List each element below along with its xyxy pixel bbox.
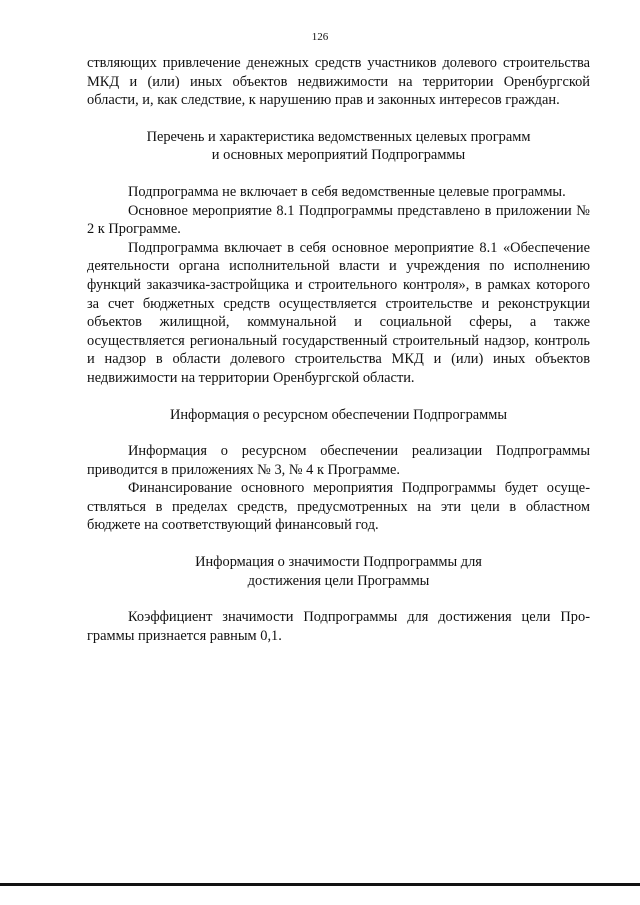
paragraph-main-activity-description: Подпрограмма включает в себя основное мероприятие 8.1 «Обеспечение деятельности органа исполнительной власти и учреждения по исполнению функций заказчика-застройщика и строительного контроля», в рамках которого за счет бюджетных средств осуществляется строительстве и реконструкции объектов жилищной, коммунальной и социальной сферы, а также осуществляется региональный государственный строительный надзор, контроль и надзор в области долевого строительства МКД и (или) иных объектов недвижимости на территории Оренбургской области. [87,239,590,386]
section-heading-programs-line-2: и основных мероприятий Подпрограммы [211,147,466,164]
paragraph-significance-coefficient: Коэффициент значимости Подпрограммы для достижения цели Программы признается равным 0,1. [87,609,590,644]
intro-paragraph: ствляющих привлечение денежных средств участников долевого строительства МКД и (или) иных объектов недвижимости на территории Оренбургской области, и, как следствие, к нарушению прав и законных интересов граждан. [87,55,590,109]
bottom-rule [0,883,640,886]
section-heading-programs [87,128,590,165]
paragraph-resource-appendices: Информация о ресурсном обеспечении реализации Подпрограммы приводится в приложениях № 3, № 4 к Программе. [87,443,590,478]
section-heading-significance [87,553,590,590]
paragraph-main-activity-appendix: Основное мероприятие 8.1 Подпрограммы представлено в приложении № 2 к Программе. [87,202,590,238]
document-body [87,54,590,645]
section-heading-resources [87,406,590,425]
section-heading-resources-line: Информация о ресурсном обеспечении Подпрограммы [169,406,508,423]
paragraph-no-target-programs: Подпрограмма не включает в себя ведомственные целевые программы. [128,183,566,200]
paragraph-financing: Финансирование основного мероприятия Подпрограммы будет осуществляться в пределах средств, предусмотренных на эти цели в областном бюджете на соответствующий финансовый год. [87,480,590,534]
section-heading-programs-line-1: Перечень и характеристика ведомственных целевых программ [146,128,531,145]
page-number: 126 [311,31,329,43]
section-heading-significance-line-1: Информация о значимости Подпрограммы для [195,554,482,571]
section-heading-significance-line-2: достижения цели Программы [247,572,430,589]
